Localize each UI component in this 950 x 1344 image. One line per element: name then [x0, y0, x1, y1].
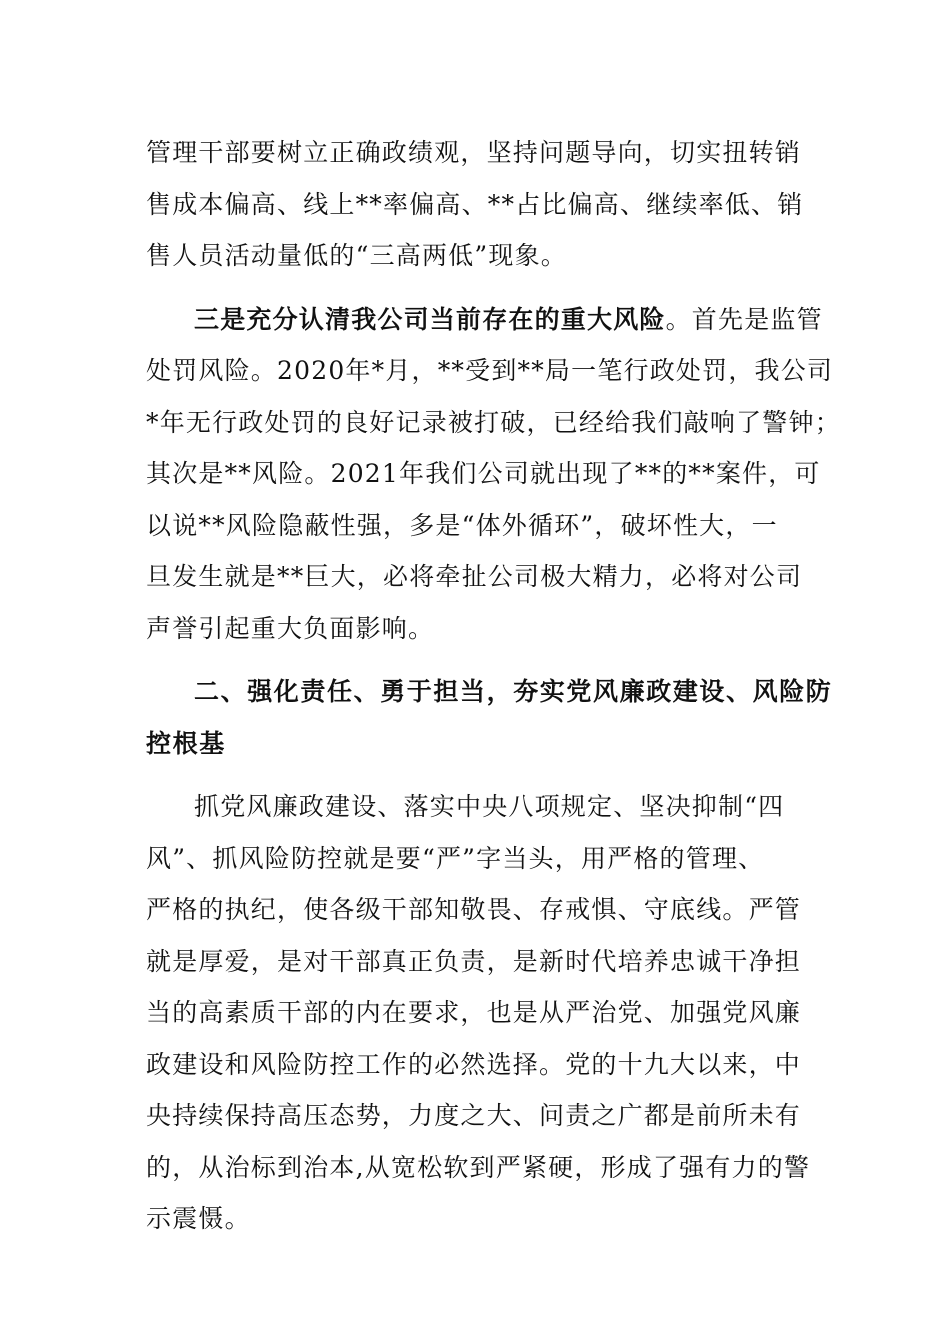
text-line: 处罚风险。2020年*月，**受到**局一笔行政处罚，我公司 — [146, 356, 834, 385]
text-line: 售成本偏高、线上**率偏高、**占比偏高、继续率低、销 — [146, 189, 804, 219]
text-line: 售人员活动量低的“三高两低”现象。 — [146, 241, 567, 270]
text-line — [146, 294, 823, 346]
heading-line: 二、强化责任、勇于担当，夯实党风廉政建设、风险防 — [194, 677, 833, 706]
heading-line: 控根基 — [146, 728, 226, 758]
text-span: 。首先是监管 — [665, 304, 823, 334]
document-page — [146, 127, 841, 1245]
paragraph-lead-bold: 三是充分认清我公司当前存在的重大风险 — [194, 304, 666, 334]
text-line: 管理干部要树立正确政绩观，坚持问题导向，切实扭转销 — [146, 138, 802, 167]
text-line: 风”、抓风险防控就是要“严”字当头，用严格的管理、 — [146, 843, 765, 873]
text-line: 抓党风廉政建设、落实中央八项规定、坚决抑制“四 — [194, 792, 785, 821]
text-line: 当的高素质干部的内在要求，也是从严治党、加强党风廉 — [146, 998, 802, 1027]
text-line: 就是厚爱，是对干部真正负责，是新时代培养忠诚干净担 — [146, 946, 802, 976]
section-heading — [146, 666, 833, 769]
text-line: 声誉引起重大负面影响。 — [146, 613, 435, 643]
text-line: 示震慑。 — [146, 1204, 251, 1233]
paragraph-major-risks — [146, 294, 841, 655]
text-line: 旦发生就是**巨大，必将牵扯公司极大精力，必将对公司 — [146, 562, 803, 591]
text-line: 其次是**风险。2021年我们公司就出现了**的**案件，可 — [146, 459, 821, 488]
paragraph-discipline — [146, 781, 811, 1245]
text-line: 央持续保持高压态势，力度之大、问责之广都是前所未有 — [146, 1101, 802, 1130]
text-line: 以说**风险隐蔽性强，多是“体外循环”，破坏性大，一 — [146, 510, 778, 540]
text-line: *年无行政处罚的良好记录被打破，已经给我们敲响了警钟； — [146, 407, 841, 437]
paragraph-continuation — [146, 127, 806, 282]
text-line: 的，从治标到治本,从宽松软到严紧硬，形成了强有力的警 — [146, 1152, 811, 1182]
text-line: 政建设和风险防控工作的必然选择。党的十九大以来，中 — [146, 1049, 802, 1079]
text-line: 严格的执纪，使各级干部知敬畏、存戒惧、守底线。严管 — [146, 895, 802, 924]
